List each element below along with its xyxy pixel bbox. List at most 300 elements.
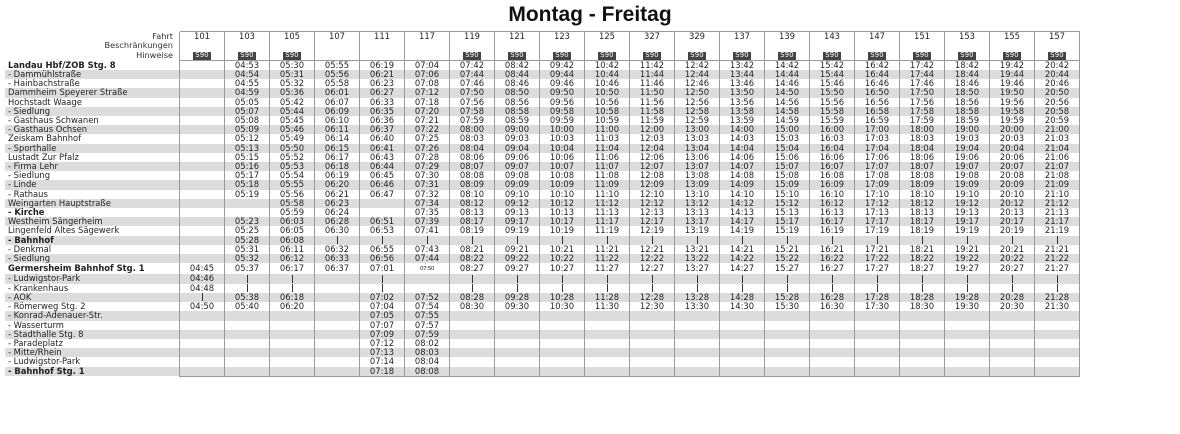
departure-time [225,311,270,320]
stop-row [5,263,1080,274]
departure-time [630,284,675,293]
departure-time: 16:04 [810,144,855,153]
departure-time [990,311,1035,320]
departure-time: 14:08 [720,171,765,180]
pass-through-bar [787,236,788,244]
bus-line-badge[interactable]: S90 [690,51,704,60]
departure-time: 13:00 [675,125,720,134]
stop-row [5,245,1080,254]
pass-through-bar [652,284,653,292]
departure-time: 06:21 [315,190,360,199]
hinweis-cell [540,50,585,60]
trip-number: 101 [180,32,225,42]
stop-row [5,79,1080,88]
bus-line-badge[interactable]: S90 [780,51,794,60]
hinweis-cell [180,50,225,60]
departure-time: 13:07 [675,162,720,171]
departure-time [585,357,630,366]
departure-time: 10:42 [585,60,630,70]
departure-time: 17:59 [900,116,945,125]
departure-time: 14:21 [720,245,765,254]
departure-time: 07:30 [405,171,450,180]
departure-time [225,330,270,339]
departure-time: 05:32 [270,79,315,88]
pass-through-bar [382,275,383,283]
departure-time: 10:28 [540,293,585,302]
departure-time: 12:22 [630,254,675,263]
departure-time: 06:11 [315,125,360,134]
departure-time [180,245,225,254]
departure-time [990,321,1035,330]
stop-name: - Wasserturm [8,320,64,330]
pass-through-bar [877,284,878,292]
departure-time [180,98,225,107]
stop-name: Westheim Sängerheim [5,217,180,226]
restriction-cell [855,41,900,50]
departure-time: 05:23 [225,217,270,226]
bus-line-badge[interactable]: S90 [915,51,929,60]
trip-number: 117 [405,32,450,42]
departure-time: 18:42 [945,60,990,70]
stop-row [5,60,1080,70]
departure-time: 16:59 [855,116,900,125]
departure-time: 21:30 [1035,302,1080,311]
departure-time: 15:06 [765,153,810,162]
departure-time: 21:22 [1035,254,1080,263]
departure-time: 12:04 [630,144,675,153]
departure-time: 07:09 [360,330,405,339]
departure-time: 06:17 [315,153,360,162]
departure-time: 18:07 [900,162,945,171]
bus-line-badge[interactable]: S90 [240,51,254,60]
departure-time: 06:44 [360,162,405,171]
pass-through-bar [472,236,473,244]
departure-time [360,236,405,245]
departure-time [855,284,900,293]
bus-line-badge[interactable]: S90 [960,51,974,60]
departure-time: 06:21 [360,70,405,79]
departure-time: 09:30 [495,302,540,311]
departure-time [1035,348,1080,357]
departure-time: 13:42 [720,60,765,70]
departure-time: 04:48 [180,284,225,293]
departure-time: 05:37 [225,263,270,274]
departure-time: 19:42 [990,60,1035,70]
departure-time [765,311,810,320]
departure-time: 20:59 [1035,116,1080,125]
departure-time [495,311,540,320]
departure-time: 15:59 [810,116,855,125]
departure-time [585,339,630,348]
departure-time: 11:59 [630,116,675,125]
departure-time: 05:36 [270,88,315,97]
departure-time [945,236,990,245]
departure-time [810,236,855,245]
stop-name: - Siedlung [8,171,51,181]
departure-time: 12:28 [630,293,675,302]
departure-time: 06:19 [315,171,360,180]
bus-line-badge[interactable]: S90 [645,51,659,60]
departure-time: 05:50 [270,144,315,153]
departure-time: 18:22 [900,254,945,263]
departure-time [585,321,630,330]
pass-through-bar [922,236,923,244]
pass-through-bar [967,236,968,244]
departure-time [675,321,720,330]
departure-time: 13:17 [675,217,720,226]
departure-time: 07:12 [360,339,405,348]
departure-time: 11:44 [630,70,675,79]
departure-time: 11:06 [585,153,630,162]
departure-time: 15:28 [765,293,810,302]
departure-time [675,284,720,293]
bus-line-badge[interactable]: S90 [1005,51,1019,60]
departure-time: 12:46 [675,79,720,88]
departure-time: 06:17 [270,263,315,274]
departure-time: 19:22 [945,254,990,263]
departure-time: 19:46 [990,79,1035,88]
departure-time: 07:46 [450,79,495,88]
departure-time [180,70,225,79]
departure-time: 05:09 [225,125,270,134]
departure-time [540,311,585,320]
departure-time: 19:09 [945,180,990,189]
departure-time: 11:00 [585,125,630,134]
departure-time [900,321,945,330]
departure-time [360,274,405,283]
departure-time [810,284,855,293]
departure-time: 18:59 [945,116,990,125]
bus-line-badge[interactable]: S90 [1050,51,1064,60]
departure-time [900,236,945,245]
departure-time: 05:12 [225,134,270,143]
departure-time: 08:13 [450,208,495,217]
hinweis-cell [675,50,720,60]
departure-time: 05:30 [270,60,315,70]
departure-time [990,330,1035,339]
departure-time: 17:44 [900,70,945,79]
stop-row [5,302,1080,311]
departure-time [315,293,360,302]
departure-time: 20:44 [1035,70,1080,79]
departure-time: 11:12 [585,199,630,208]
pass-through-bar [247,275,248,283]
departure-time [270,330,315,339]
departure-time: 16:06 [810,153,855,162]
departure-time: 21:00 [1035,125,1080,134]
departure-time: 05:44 [270,107,315,116]
departure-time: 06:20 [270,302,315,311]
departure-time [495,330,540,339]
departure-time [675,311,720,320]
departure-time: 20:03 [990,134,1035,143]
departure-time: 13:27 [675,263,720,274]
departure-time: 06:37 [360,125,405,134]
departure-time: 11:58 [630,107,675,116]
departure-time: 14:50 [765,88,810,97]
stop-row [5,254,1080,263]
departure-time: 07:52 [405,293,450,302]
departure-time: 09:44 [540,70,585,79]
departure-time: 05:59 [270,208,315,217]
departure-time [630,321,675,330]
departure-time: 14:09 [720,180,765,189]
departure-time [630,311,675,320]
departure-time [180,199,225,208]
bus-line-badge[interactable]: S90 [285,51,299,60]
departure-time: 11:50 [630,88,675,97]
departure-time [720,357,765,366]
hinweis-cell [990,50,1035,60]
departure-time: 19:30 [945,302,990,311]
departure-time: 20:04 [990,144,1035,153]
departure-time: 19:04 [945,144,990,153]
trip-number: 329 [675,32,720,42]
departure-time: 19:00 [945,125,990,134]
departure-time [315,321,360,330]
departure-time [225,274,270,283]
departure-time: 20:00 [990,125,1035,134]
departure-time: 15:07 [765,162,810,171]
departure-time [495,236,540,245]
stop-name: - Gasthaus Schwanen [8,116,99,126]
departure-time [360,208,405,217]
departure-time [270,357,315,366]
pass-through-bar [247,284,248,292]
departure-time: 09:17 [495,217,540,226]
stop-name: - Ludwigstor-Park [8,357,81,367]
departure-time: 17:21 [855,245,900,254]
departure-time: 20:30 [990,302,1035,311]
departure-time: 19:56 [990,98,1035,107]
stop-name: - Konrad-Adenauer-Str. [5,311,180,320]
departure-time: 18:56 [945,98,990,107]
trip-number: 105 [270,32,315,42]
departure-time: 17:00 [855,125,900,134]
restriction-cell [180,41,225,50]
departure-time [540,236,585,245]
departure-time [765,321,810,330]
departure-time: 13:13 [675,208,720,217]
departure-time: 14:00 [720,125,765,134]
pass-through-bar [832,236,833,244]
departure-time: 15:56 [810,98,855,107]
departure-time [315,367,360,377]
pass-through-bar [742,236,743,244]
departure-time [315,348,360,357]
departure-time: 07:34 [405,199,450,208]
departure-time: 07:56 [450,98,495,107]
bus-line-badge[interactable]: S90 [735,51,749,60]
departure-time: 21:07 [1035,162,1080,171]
pass-through-bar [877,236,878,244]
departure-time [1035,274,1080,283]
departure-time: 16:13 [810,208,855,217]
departure-time: 07:44 [450,70,495,79]
departure-time: 15:13 [765,208,810,217]
departure-time [720,274,765,283]
departure-time [990,367,1035,377]
departure-time [900,339,945,348]
departure-time: 13:19 [675,226,720,235]
departure-time: 08:27 [450,263,495,274]
departure-time: 12:19 [630,226,675,235]
restriction-cell [405,41,450,50]
departure-time: 07:04 [360,302,405,311]
departure-time: 14:28 [720,293,765,302]
departure-time [720,311,765,320]
pass-through-bar [1057,284,1058,292]
departure-time [675,348,720,357]
departure-time: 05:13 [225,144,270,153]
stop-row [5,116,1080,125]
departure-time: 06:45 [360,171,405,180]
departure-time [540,321,585,330]
departure-time [270,311,315,320]
departure-time: 20:07 [990,162,1035,171]
departure-time: 11:27 [585,263,630,274]
restriction-cell [225,41,270,50]
departure-time: 18:09 [900,180,945,189]
stop-row [5,199,1080,208]
departure-time: 17:56 [900,98,945,107]
pass-through-bar [562,236,563,244]
restriction-cell [630,41,675,50]
pass-through-bar [427,236,428,244]
departure-time: 06:41 [360,144,405,153]
departure-time: 11:09 [585,180,630,189]
departure-time: 20:28 [990,293,1035,302]
departure-time [180,180,225,189]
departure-time: 14:46 [765,79,810,88]
departure-time: 06:43 [360,153,405,162]
departure-time: 19:10 [945,190,990,199]
stop-name: Lustadt Zur Pfalz [8,152,79,162]
departure-time: 12:27 [630,263,675,274]
departure-time: 07:31 [405,180,450,189]
header-row-fahrt [5,32,1080,42]
departure-time: 06:19 [360,60,405,70]
departure-time: 06:30 [315,226,360,235]
departure-time: 18:58 [945,107,990,116]
departure-time: 20:13 [990,208,1035,217]
departure-time: 21:06 [1035,153,1080,162]
departure-time: 19:27 [945,263,990,274]
departure-time: 10:03 [540,134,585,143]
departure-time: 21:04 [1035,144,1080,153]
departure-time: 17:03 [855,134,900,143]
departure-time: 13:08 [675,171,720,180]
departure-time: 18:21 [900,245,945,254]
departure-time: 16:19 [810,226,855,235]
departure-time: 15:50 [810,88,855,97]
bus-line-badge[interactable]: S90 [555,51,569,60]
departure-time: 06:15 [315,144,360,153]
bus-line-badge[interactable]: S90 [195,51,209,60]
departure-time: 16:46 [855,79,900,88]
departure-time [990,357,1035,366]
departure-time: 17:46 [900,79,945,88]
departure-time: 18:27 [900,263,945,274]
departure-time: 18:17 [900,217,945,226]
departure-time: 07:13 [360,348,405,357]
departure-time: 15:00 [765,125,810,134]
departure-time: 17:07 [855,162,900,171]
bus-line-badge[interactable]: S90 [510,51,524,60]
departure-time: 11:42 [630,60,675,70]
bus-line-badge[interactable]: S90 [465,51,479,60]
departure-time: 15:17 [765,217,810,226]
departure-time: 06:03 [270,217,315,226]
departure-time: 06:55 [360,245,405,254]
bus-line-badge[interactable]: S90 [600,51,614,60]
departure-time [765,357,810,366]
departure-time: 17:27 [855,263,900,274]
departure-time [270,321,315,330]
stop-row [5,226,1080,235]
hinweis-cell [360,50,405,60]
bus-line-badge[interactable]: S90 [870,51,884,60]
departure-time: 20:17 [990,217,1035,226]
departure-time: 08:50 [495,88,540,97]
departure-time [630,330,675,339]
departure-time: 21:27 [1035,263,1080,274]
departure-time: 12:58 [675,107,720,116]
departure-time: 10:27 [540,263,585,274]
departure-time [1035,367,1080,377]
departure-time: 10:58 [585,107,630,116]
departure-time: 13:21 [675,245,720,254]
departure-time: 10:10 [540,190,585,199]
departure-time [1035,321,1080,330]
beschraenkungen-label: Beschränkungen [104,41,173,51]
departure-time [315,357,360,366]
trip-number: 125 [585,32,630,42]
bus-line-badge[interactable]: S90 [825,51,839,60]
departure-time [315,339,360,348]
stop-row [5,190,1080,199]
departure-time: 07:42 [450,60,495,70]
departure-time [900,274,945,283]
trip-number: 143 [810,32,855,42]
pass-through-bar [562,275,563,283]
pass-through-bar [472,275,473,283]
departure-time: 05:40 [225,302,270,311]
departure-time [225,284,270,293]
departure-time [1035,284,1080,293]
departure-time [180,125,225,134]
departure-time [765,284,810,293]
departure-time: 14:06 [720,153,765,162]
stop-row [5,284,1080,293]
departure-time: 19:03 [945,134,990,143]
departure-time [540,367,585,377]
departure-time: 15:27 [765,263,810,274]
departure-time [630,236,675,245]
pass-through-bar [517,284,518,292]
stop-name: Lingenfeld Altes Sägewerk [8,226,120,236]
stop-name: - Bahnhof Stg. 1 [5,367,180,377]
departure-time: 06:01 [315,88,360,97]
departure-time: 19:58 [990,107,1035,116]
stop-name: - Gasthaus Ochsen [5,125,180,134]
stop-name: - Siedlung [5,254,180,263]
departure-time [900,348,945,357]
departure-time [765,367,810,377]
departure-time: 17:58 [900,107,945,116]
departure-time [450,357,495,366]
departure-time: 07:25 [405,134,450,143]
